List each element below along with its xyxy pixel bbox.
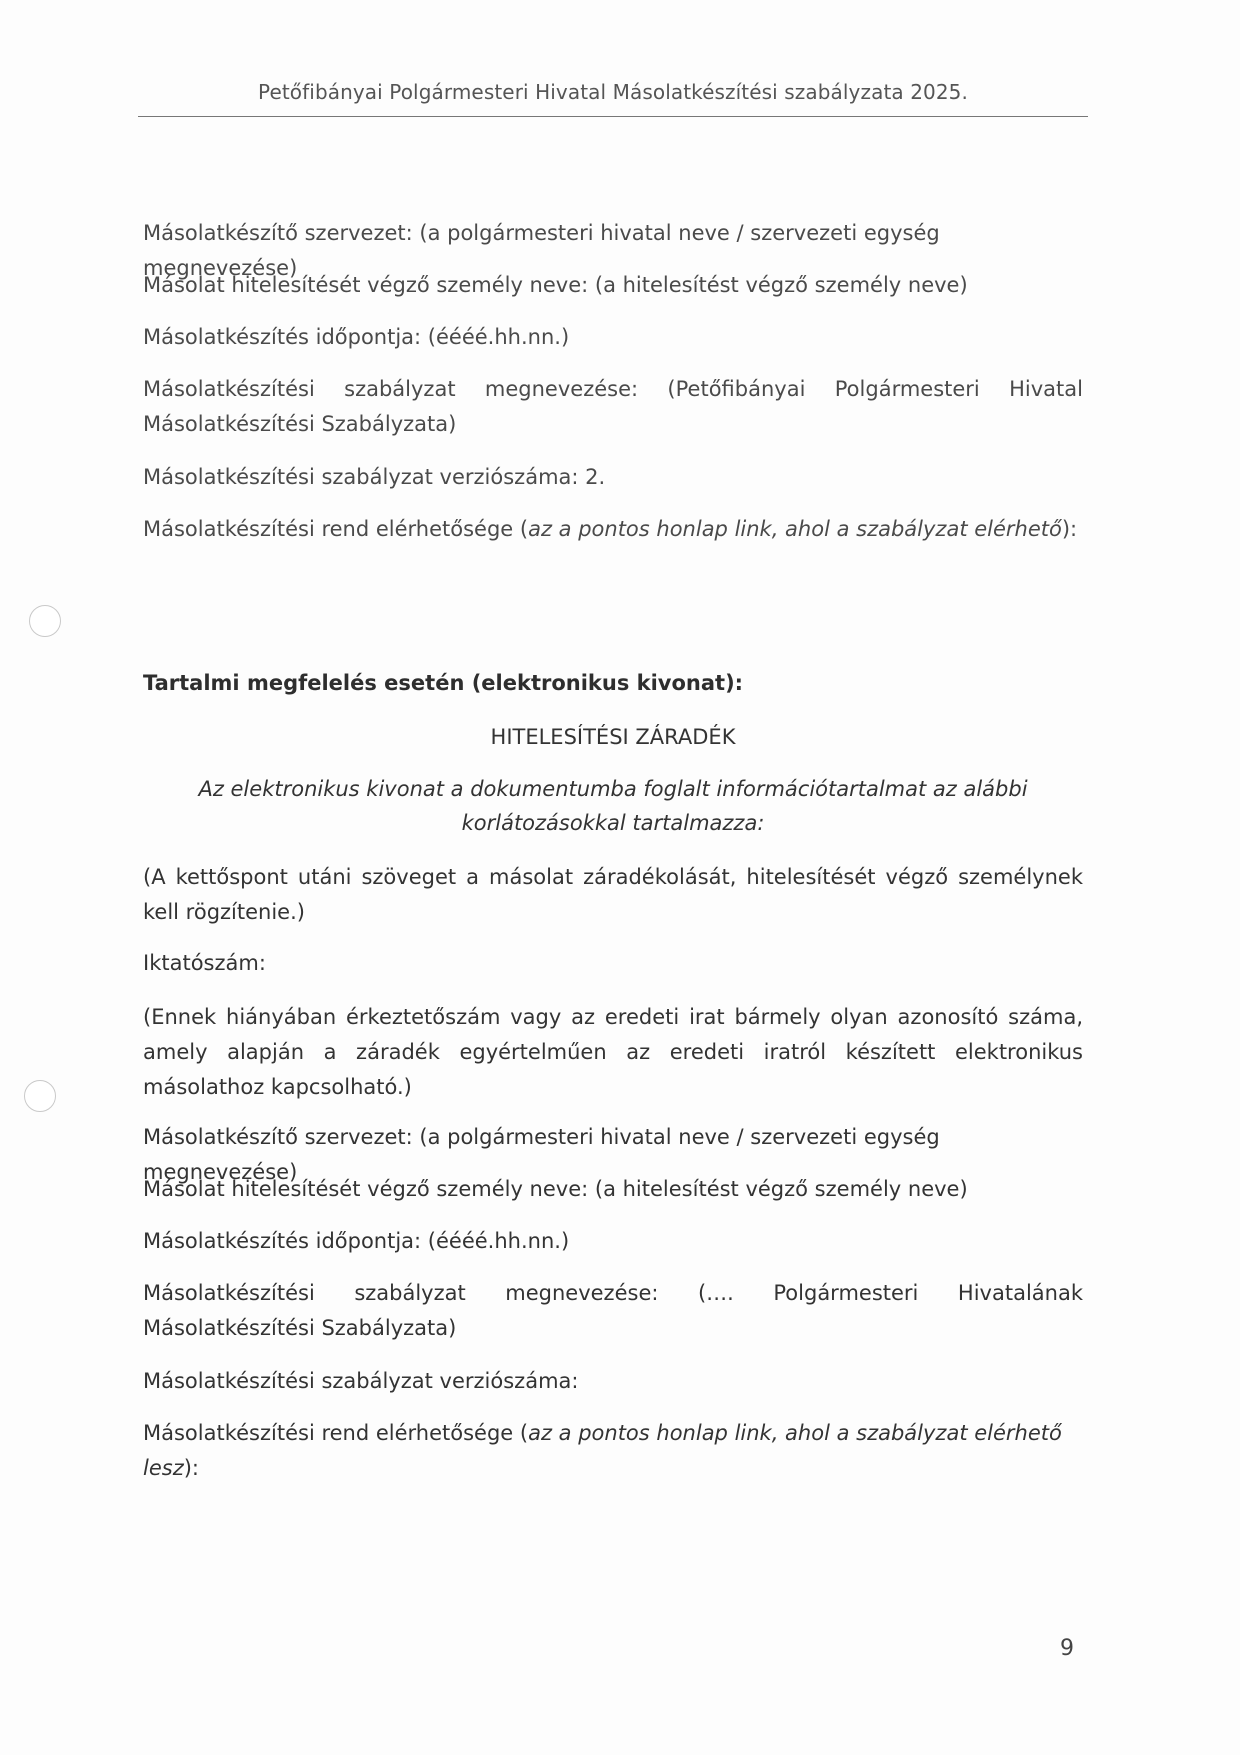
s1-availability-link-note: az a pontos honlap link, ahol a szabályzat elérhető (528, 517, 1062, 541)
s1-date: Másolatkészítés időpontja: (éééé.hh.nn.) (143, 325, 570, 349)
s2-availability-suffix: ): (183, 1456, 199, 1480)
header-divider (138, 116, 1088, 117)
s2-policy-name: Másolatkészítési szabályzat megnevezése: (…. Polgármesteri Hivatalának Másolatkészítési Szabályzata) (143, 1281, 1083, 1340)
s2-file-number: Iktatószám: (143, 951, 266, 975)
punch-hole-upper (29, 605, 61, 637)
s2-instruction: (A kettőspont utáni szöveget a másolat záradékolását, hitelesítését végző személynek kell rögzítenie.) (143, 865, 1083, 924)
s1-availability-suffix: ): (1061, 517, 1078, 541)
s2-version: Másolatkészítési szabályzat verziószáma: (143, 1369, 579, 1393)
s2-heading: Tartalmi megfelelés esetén (elektronikus kivonat): (143, 671, 744, 695)
page-number: 9 (1060, 1636, 1074, 1661)
s1-availability-prefix: Másolatkészítési rend elérhetősége ( (143, 517, 529, 541)
s2-availability (143, 1416, 1083, 1486)
s2-clause-title: HITELESÍTÉSI ZÁRADÉK (490, 725, 736, 749)
s1-availability (143, 512, 1083, 547)
s2-availability-link-note: az a pontos honlap link, ahol a szabályzat elérhető lesz (143, 1421, 1062, 1480)
s2-org: Másolatkészítő szervezet: (a polgármesteri hivatal neve / szervezeti egység megnevezése) (143, 1125, 940, 1184)
s2-clause-line1: Az elektronikus kivonat a dokumentumba foglalt információtartalmat az alábbi (198, 777, 1028, 801)
s2-file-number-note: (Ennek hiányában érkeztetőszám vagy az eredeti irat bármely olyan azonosító száma, amely alapján a záradék egyértelműen az eredeti iratról készített elektronikus másolathoz kapcsolható.) (143, 1005, 1083, 1099)
s2-person: Másolat hitelesítését végző személy neve: (a hitelesítést végző személy neve) (143, 1177, 968, 1201)
s2-clause-line2: korlátozásokkal tartalmazza: (461, 811, 765, 835)
page-header: Petőfibányai Polgármesteri Hivatal Másolatkészítési szabályzata 2025. (258, 80, 968, 104)
s1-org: Másolatkészítő szervezet: (a polgármesteri hivatal neve / szervezeti egység megnevezése) (143, 221, 940, 280)
s2-availability-prefix: Másolatkészítési rend elérhetősége ( (143, 1421, 529, 1445)
punch-hole-lower (24, 1080, 56, 1112)
s2-date: Másolatkészítés időpontja: (éééé.hh.nn.) (143, 1229, 570, 1253)
s1-person: Másolat hitelesítését végző személy neve: (a hitelesítést végző személy neve) (143, 273, 968, 297)
s1-version: Másolatkészítési szabályzat verziószáma: 2. (143, 465, 606, 489)
s1-policy-name: Másolatkészítési szabályzat megnevezése: (Petőfibányai Polgármesteri Hivatal Másolatkészítési Szabályzata) (143, 377, 1083, 436)
